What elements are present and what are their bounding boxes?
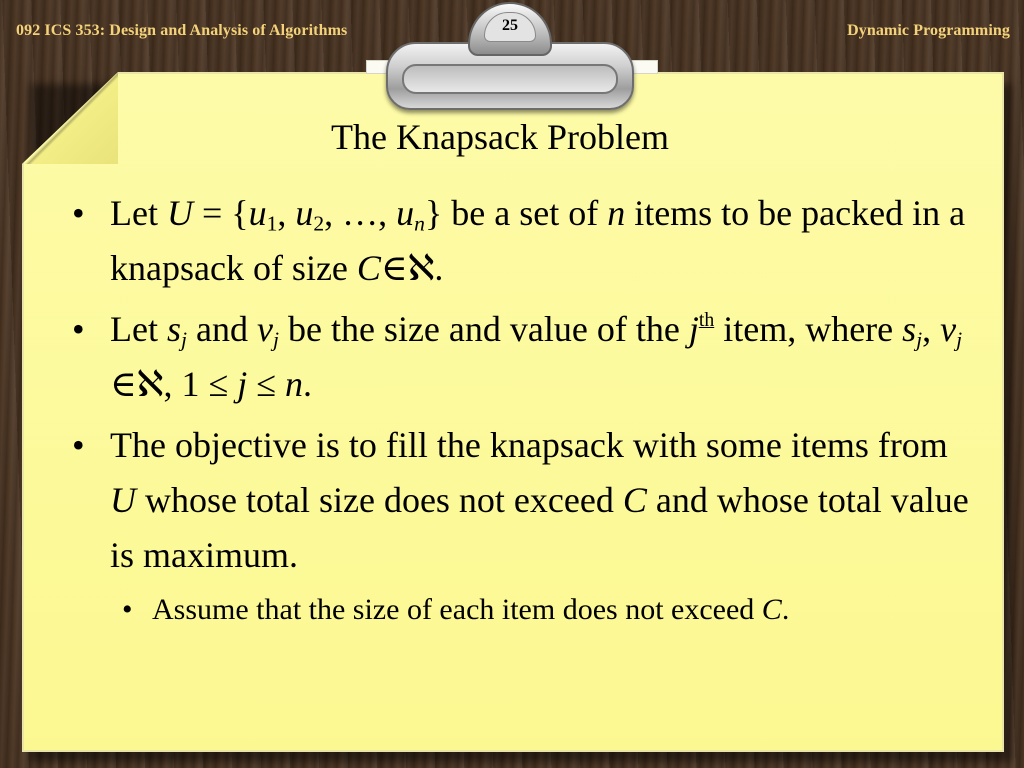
bullet-marker: • <box>72 193 85 233</box>
page-number: 25 <box>502 17 518 34</box>
binder-clip-slot <box>402 64 618 94</box>
sub-bullet-1: • Assume that the size of each item does not exceed C. <box>122 589 982 631</box>
bullet-marker: • <box>72 425 85 465</box>
slide-content <box>72 186 982 631</box>
slide-title: The Knapsack Problem <box>331 117 669 157</box>
sub-bullet-marker: • <box>122 593 133 626</box>
section-title: Dynamic Programming <box>847 22 1010 39</box>
course-title: 092 ICS 353: Design and Analysis of Algorithms <box>16 22 348 39</box>
bullet-1: • Let $U = \{u_1$, $u_2$, …, $u_n$} be a set of n items to be packed in a knapsack of size C∈ℵ. <box>72 186 982 296</box>
bullet-marker: • <box>72 309 85 349</box>
bullet-2: • Let $s_j$ and $v_j$ be the size and value of the $j^{th}$ item, where $s_j$, $v_j$ ∈ℵ, 1 ≤ j ≤ n. <box>72 302 982 412</box>
bullet-3: • The objective is to fill the knapsack with some items from U whose total size does not exceed C and whose total value is maximum. <box>72 418 982 583</box>
